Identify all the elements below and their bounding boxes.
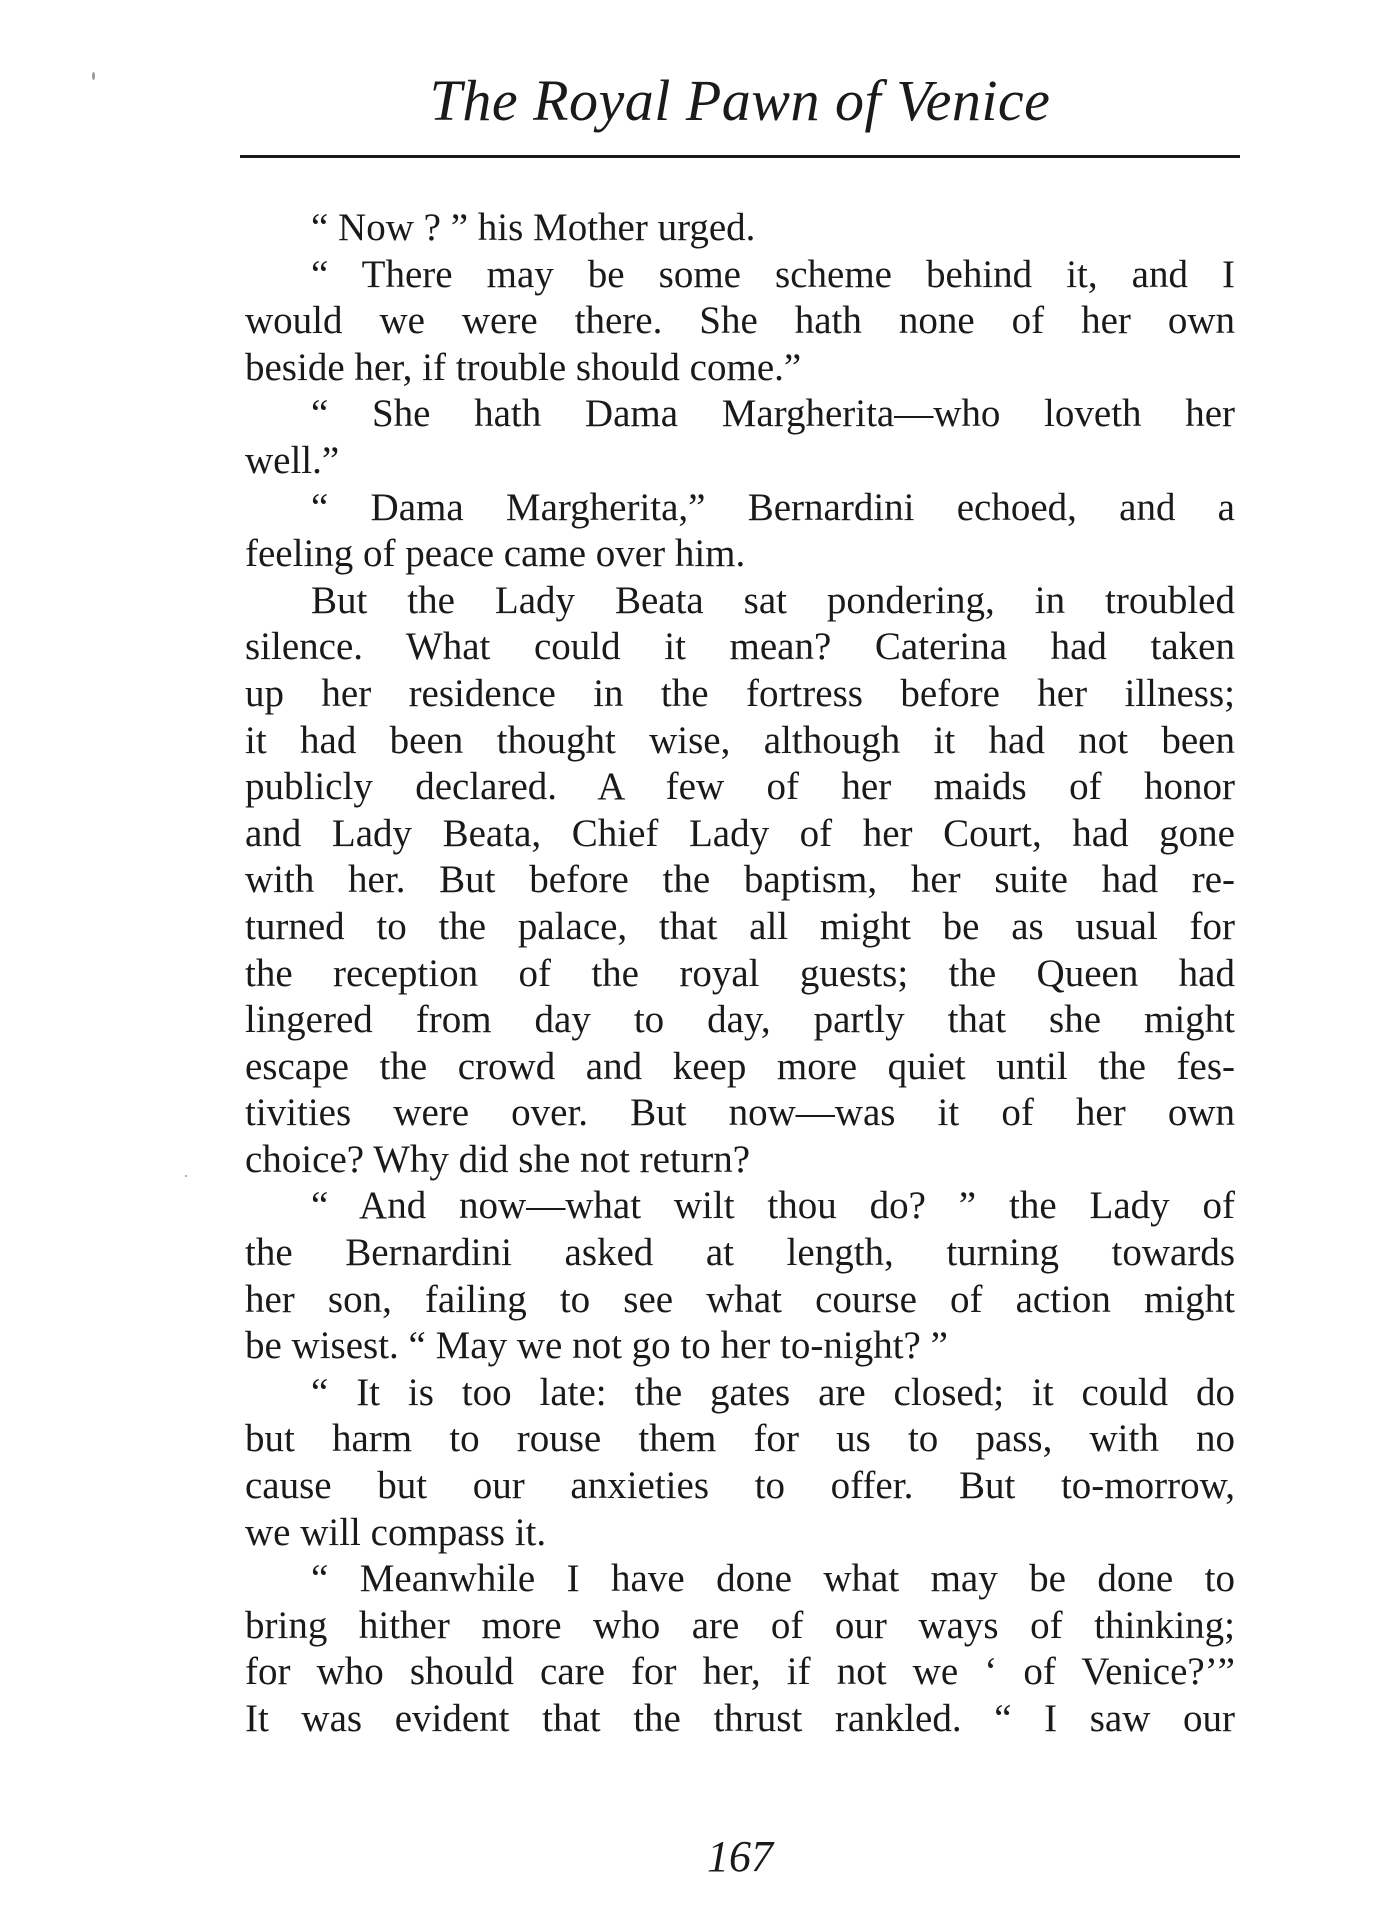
text-line: “ Dama Margherita,” Bernardini echoed, and a: [311, 485, 1235, 529]
text-line: we will compass it.: [245, 1510, 547, 1554]
text-line: would we were there. She hath none of her own: [245, 299, 1235, 343]
text-line: escape the crowd and keep more quiet until the fes-: [245, 1044, 1235, 1088]
text-line: “ Meanwhile I have done what may be done to: [311, 1557, 1235, 1601]
text-line: for who should care for her, if not we ‘ of Venice?’”: [245, 1650, 1235, 1694]
text-line: beside her, if trouble should come.”: [245, 345, 802, 389]
text-line: it had been thought wise, although it had not been: [245, 718, 1235, 762]
text-line: “ And now—what wilt thou do? ” the Lady of: [311, 1184, 1235, 1228]
text-line: lingered from day to day, partly that she might: [245, 998, 1235, 1042]
text-line: up her residence in the fortress before her illness;: [245, 671, 1235, 715]
margin-speck: [92, 72, 95, 80]
text-line: bring hither more who are of our ways of thinking;: [245, 1603, 1235, 1647]
page-number: 167: [707, 1832, 773, 1881]
text-line: her son, failing to see what course of action might: [245, 1277, 1235, 1321]
header-rule: [240, 155, 1240, 158]
text-line: “ It is too late: the gates are closed; it could do: [311, 1370, 1235, 1414]
text-line: publicly declared. A few of her maids of honor: [245, 765, 1235, 809]
text-line: with her. But before the baptism, her suite had re-: [245, 858, 1235, 902]
running-head: The Royal Pawn of Venice: [429, 68, 1051, 133]
text-line: the reception of the royal guests; the Queen had: [245, 951, 1235, 995]
body-text: [245, 205, 1235, 1743]
text-line: But the Lady Beata sat pondering, in troubled: [311, 578, 1235, 622]
text-line: choice? Why did she not return?: [245, 1137, 751, 1181]
text-line: “ She hath Dama Margherita—who loveth her: [311, 392, 1235, 436]
text-line: but harm to rouse them for us to pass, with no: [245, 1417, 1235, 1461]
text-line: “ Now ? ” his Mother urged.: [311, 206, 756, 249]
margin-speck: [185, 1175, 187, 1177]
text-line: and Lady Beata, Chief Lady of her Court, had gone: [245, 811, 1235, 855]
text-line: turned to the palace, that all might be as usual for: [245, 904, 1235, 948]
text-line: well.”: [245, 438, 340, 482]
text-line: the Bernardini asked at length, turning towards: [245, 1231, 1235, 1275]
text-line: silence. What could it mean? Caterina had taken: [245, 625, 1235, 669]
text-line: It was evident that the thrust rankled. “ I saw our: [245, 1697, 1235, 1740]
text-line: feeling of peace came over him.: [245, 532, 746, 576]
text-line: “ There may be some scheme behind it, and I: [311, 252, 1235, 296]
text-line: cause but our anxieties to offer. But to-morrow,: [245, 1464, 1235, 1508]
text-line: tivities were over. But now—was it of her own: [245, 1091, 1235, 1135]
text-line: be wisest. “ May we not go to her to-night? ”: [245, 1324, 948, 1368]
